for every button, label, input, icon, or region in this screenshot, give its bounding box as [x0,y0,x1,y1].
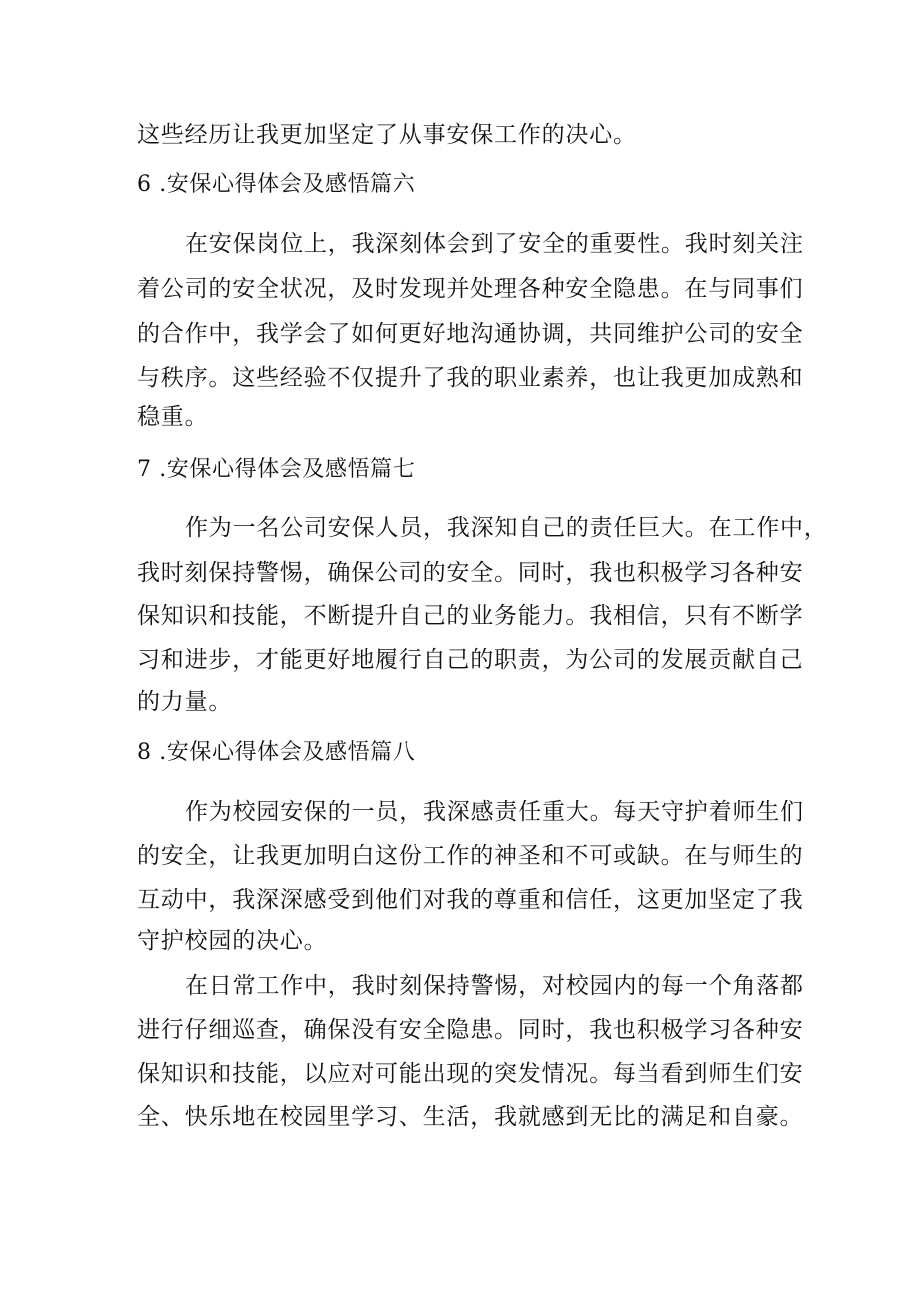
section-8-p2-line-1: 在日常工作中，我时刻保持警惕，对校园内的每一个角落都 [185,973,804,999]
section-6-heading: 6 .安保心得体会及感悟篇六 [137,172,416,197]
section-7-line-3: 保知识和技能，不断提升自己的业务能力。我相信，只有不断学 [137,603,804,629]
section-8-p1-line-4: 守护校园的决心。 [137,928,328,954]
section-7-line-2: 我时刻保持警惕，确保公司的安全。同时，我也积极学习各种安 [137,560,804,586]
section-8-p2-line-3: 保知识和技能，以应对可能出现的突发情况。每当看到师生们安 [137,1061,804,1087]
section-8-p1-line-3: 互动中，我深深感受到他们对我的尊重和信任，这更加坚定了我 [137,887,804,913]
section-6-line-4: 与秩序。这些经验不仅提升了我的职业素养，也让我更加成熟和 [137,365,804,391]
section-7-line-4: 习和进步，才能更好地履行自己的职责，为公司的发展贡献自己 [137,647,804,673]
section-7-line-5: 的力量。 [137,689,233,715]
intro-tail-line: 这些经历让我更加坚定了从事安保工作的决心。 [137,122,637,148]
section-8-p1-line-2: 的安全，让我更加明白这份工作的神圣和不可或缺。在与师生的 [137,843,804,869]
section-8-heading: 8 .安保心得体会及感悟篇八 [137,740,416,765]
section-7-line-1: 作为一名公司安保人员，我深知自己的责任巨大。在工作中， [185,515,828,541]
section-6-line-1: 在安保岗位上，我深刻体会到了安全的重要性。我时刻关注 [185,231,804,257]
section-6-line-2: 着公司的安全状况，及时发现并处理各种安全隐患。在与同事们 [137,276,804,302]
section-8-p2-line-4: 全、快乐地在校园里学习、生活，我就感到无比的满足和自豪。 [137,1104,804,1130]
section-6-line-3: 的合作中，我学会了如何更好地沟通协调，共同维护公司的安全 [137,321,804,347]
section-8-p2-line-2: 进行仔细巡查，确保没有安全隐患。同时，我也积极学习各种安 [137,1017,804,1043]
section-6-line-5: 稳重。 [137,404,209,430]
section-8-p1-line-1: 作为校园安保的一员，我深感责任重大。每天守护着师生们 [185,799,804,825]
section-7-heading: 7 .安保心得体会及感悟篇七 [137,457,416,482]
